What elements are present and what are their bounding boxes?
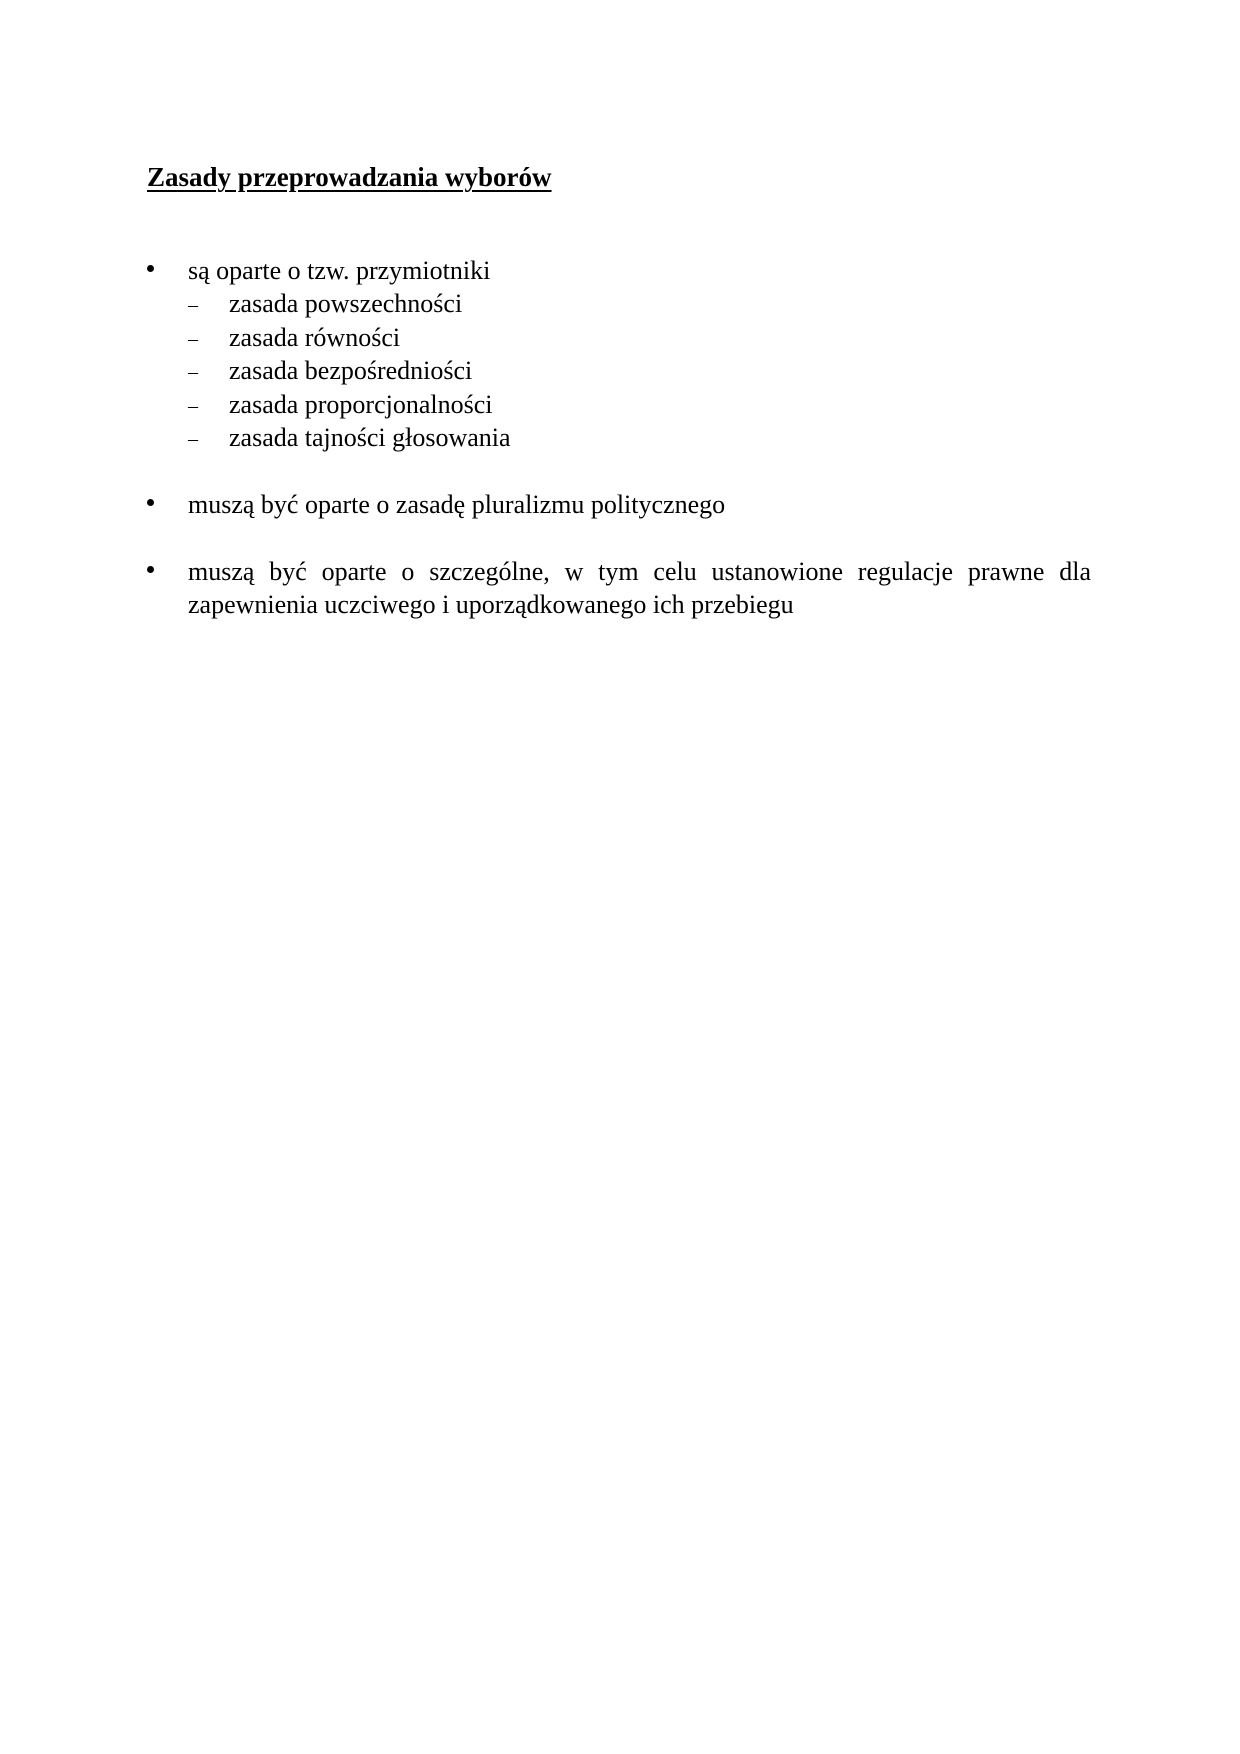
document-title: Zasady przeprowadzania wyborów: [147, 162, 552, 192]
dash-icon: –: [188, 394, 198, 417]
bullet-text: muszą być oparte o szczególne, w tym celu ustanowione regulacje prawne dla zapewnienia uczciwego i uporządkowanego ich przebiegu: [188, 557, 1091, 619]
sub-item-text: zasada tajności głosowania: [229, 423, 511, 452]
sub-item-text: zasada powszechności: [229, 289, 463, 318]
bullet-point-icon: [147, 499, 154, 506]
dash-icon: –: [188, 361, 198, 383]
bullet-point-icon: [147, 265, 154, 272]
dash-icon: –: [188, 327, 198, 350]
bullet-text: są oparte o tzw. przymiotniki: [188, 256, 491, 285]
dash-icon: –: [188, 428, 198, 450]
sub-item-text: zasada bezpośredniości: [229, 356, 473, 385]
sub-item-text: zasada proporcjonalności: [229, 389, 493, 419]
sub-item-text: zasada równości: [229, 322, 401, 352]
bullet-point-icon: [147, 566, 154, 573]
bullet-text: muszą być oparte o zasadę pluralizmu politycznego: [188, 490, 726, 519]
dash-icon: –: [188, 294, 198, 316]
